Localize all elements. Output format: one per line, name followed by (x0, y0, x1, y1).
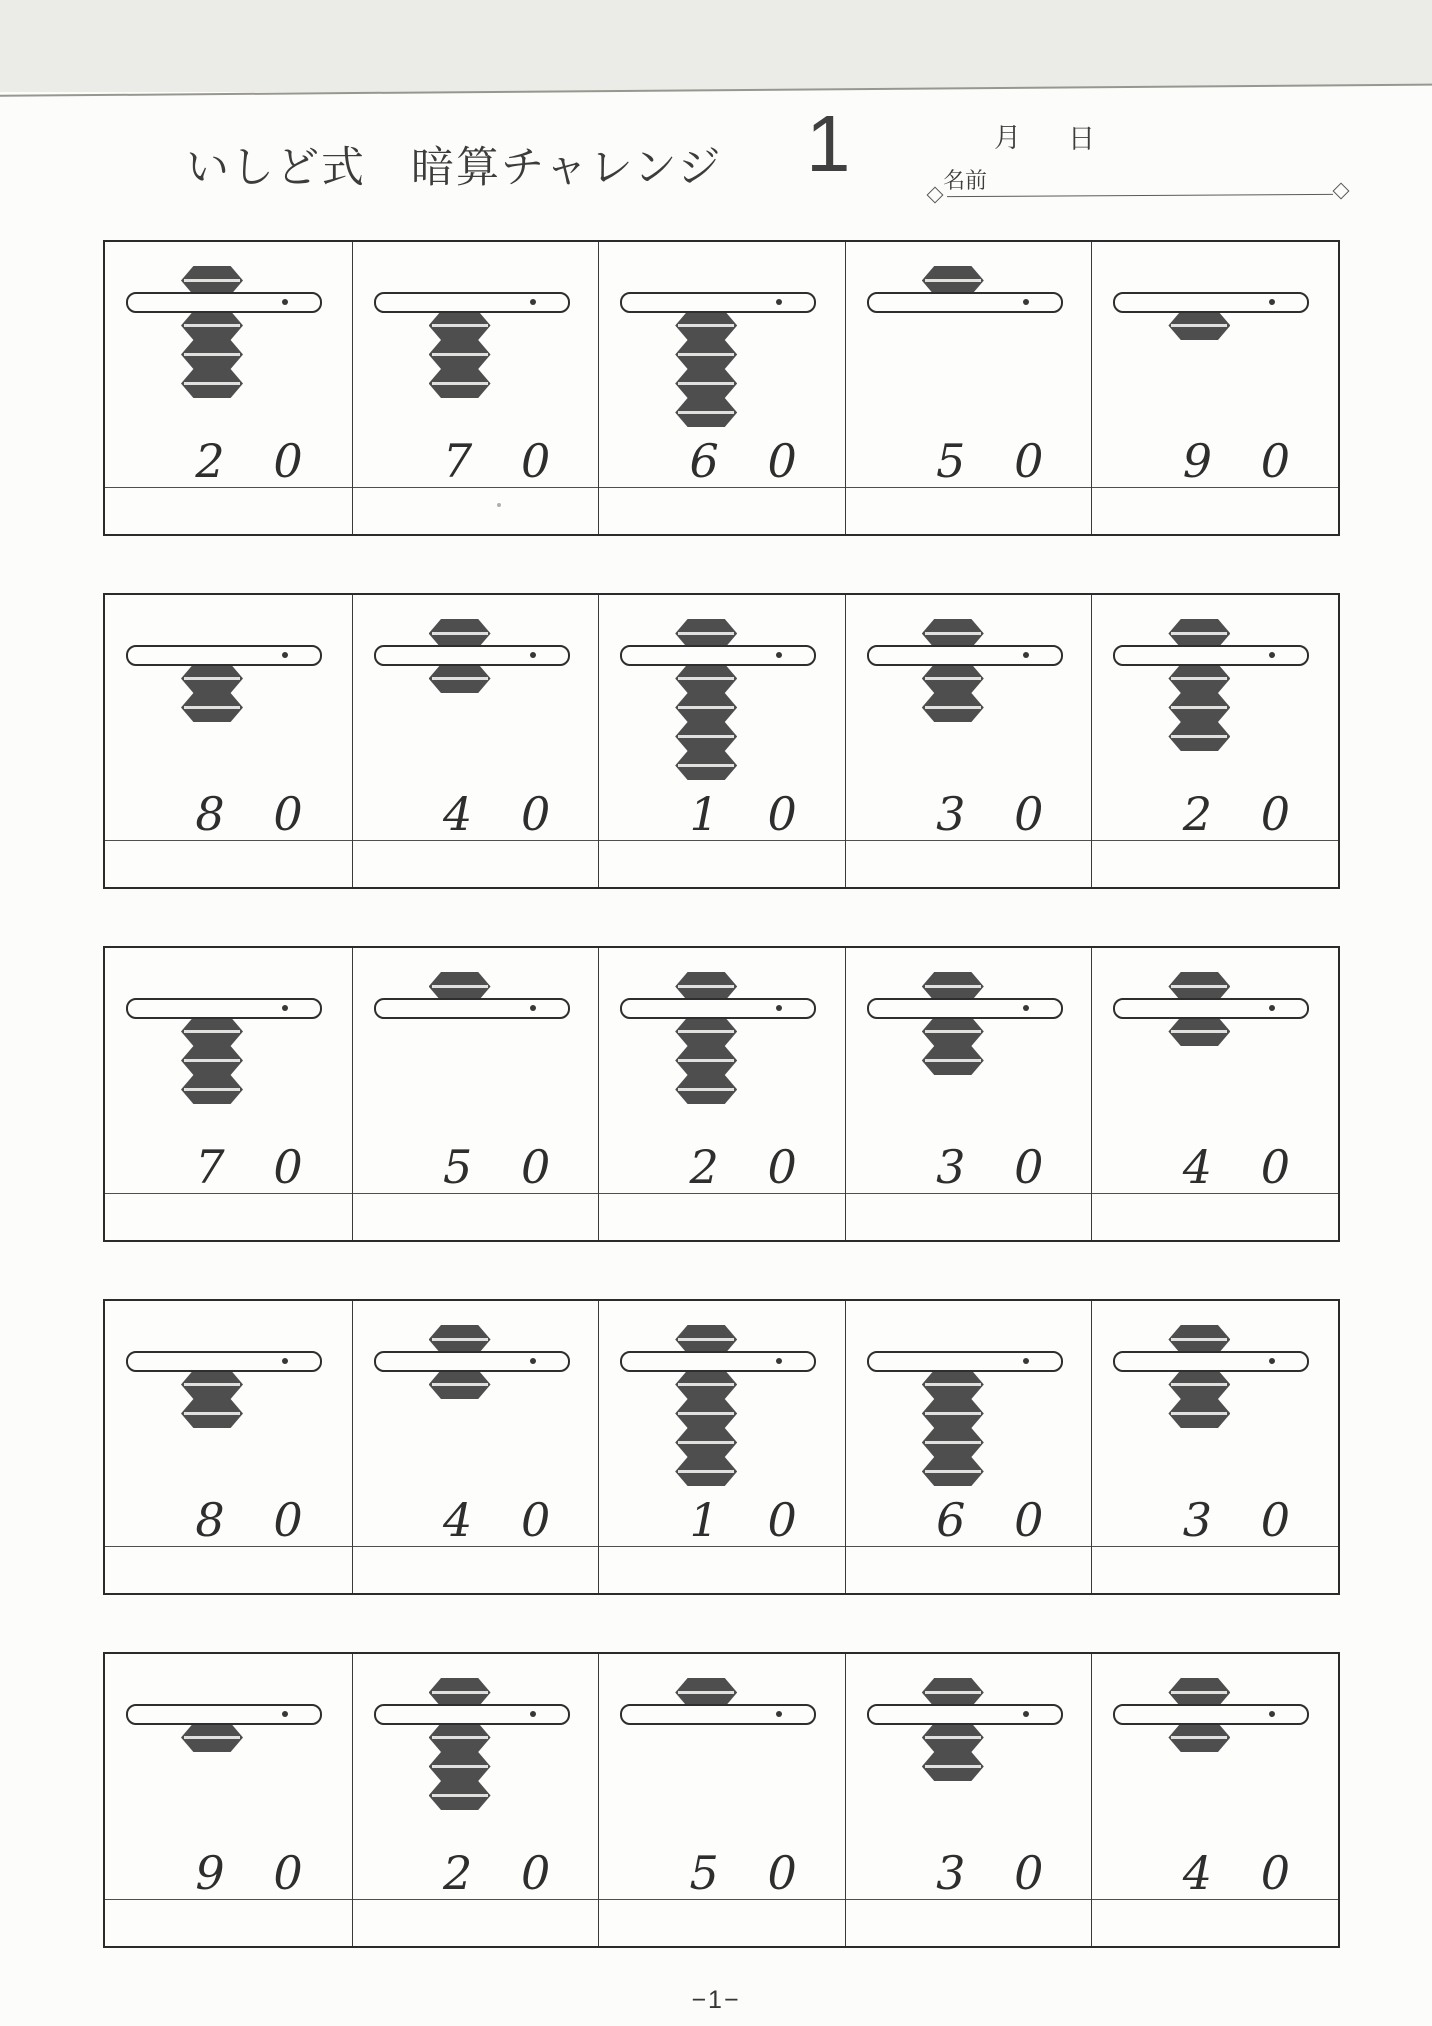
answer-divider (846, 1546, 1092, 1547)
answer-box (105, 842, 352, 887)
abacus-beam (1113, 1351, 1309, 1372)
earth-bead (181, 311, 243, 340)
unit-rod-dot (1269, 1005, 1275, 1011)
problem-number-tens: 9 (1182, 434, 1213, 488)
problem-cell (105, 948, 352, 1240)
unit-rod-dot (530, 1358, 536, 1364)
abacus-beam (867, 1704, 1063, 1725)
problem-number-ones: 0 (767, 1493, 797, 1547)
answer-divider (353, 1193, 599, 1194)
earth-bead (181, 369, 243, 398)
unit-rod-dot (776, 299, 782, 305)
problem-row-2 (103, 593, 1340, 889)
heaven-bead (1168, 1325, 1230, 1354)
heaven-bead (675, 1678, 737, 1707)
unit-rod-dot (1023, 652, 1029, 658)
heaven-bead (922, 619, 984, 648)
problem-number-tens: 3 (936, 787, 966, 841)
problem-cell (1091, 1654, 1338, 1946)
unit-rod-dot (1269, 1711, 1275, 1717)
abacus-beam (1113, 998, 1309, 1019)
answer-box (599, 1548, 845, 1593)
answer-box (599, 842, 845, 887)
problem-number-ones: 0 (767, 1140, 797, 1194)
answer-box (105, 1548, 352, 1593)
answer-divider (599, 487, 845, 488)
page-number: −1− (691, 1986, 741, 2014)
problem-cell (598, 1301, 845, 1593)
heaven-bead (429, 1678, 491, 1707)
answer-divider (1092, 487, 1338, 488)
heaven-bead (1168, 1678, 1230, 1707)
answer-divider (105, 1899, 352, 1900)
answer-box (105, 1195, 352, 1240)
abacus-beam (867, 292, 1063, 313)
earth-bead (181, 1723, 243, 1752)
earth-bead (429, 1781, 491, 1810)
answer-divider (353, 487, 599, 488)
problem-cell (598, 948, 845, 1240)
heaven-bead (675, 972, 737, 1001)
problem-number-ones: 0 (273, 787, 303, 841)
problem-number-ones: 0 (273, 434, 303, 488)
problem-number-tens: 4 (442, 1493, 473, 1547)
problem-cell (105, 242, 352, 534)
unit-rod-dot (1023, 1711, 1029, 1717)
earth-bead (1168, 722, 1230, 751)
earth-bead (1168, 1370, 1230, 1399)
problem-number-tens: 9 (195, 1846, 225, 1900)
earth-bead (181, 1017, 243, 1046)
unit-rod-dot (530, 652, 536, 658)
answer-box (599, 489, 845, 534)
problem-cell (105, 1654, 352, 1946)
problem-number-tens: 1 (689, 787, 719, 841)
earth-bead (181, 1399, 243, 1428)
answer-box (846, 1548, 1092, 1593)
problem-cell (352, 1301, 599, 1593)
problem-number-ones: 0 (1014, 1846, 1044, 1900)
unit-rod-dot (282, 1711, 288, 1717)
heaven-bead (181, 266, 243, 295)
problem-number (599, 436, 845, 486)
problem-cell (1091, 595, 1338, 887)
earth-bead (922, 1752, 984, 1781)
earth-bead (429, 1370, 491, 1399)
problem-number-tens: 3 (1182, 1493, 1213, 1547)
problem-number (599, 1848, 845, 1898)
problem-cell (105, 595, 352, 887)
abacus-beam (620, 645, 816, 666)
earth-bead (675, 1399, 737, 1428)
earth-bead (922, 1723, 984, 1752)
problem-number-tens: 4 (1182, 1846, 1213, 1900)
abacus-beam (867, 998, 1063, 1019)
heaven-bead (429, 1325, 491, 1354)
answer-divider (353, 1899, 599, 1900)
unit-rod-dot (1023, 299, 1029, 305)
problem-number (846, 789, 1092, 839)
unit-rod-dot (776, 652, 782, 658)
problem-row-3 (103, 946, 1340, 1242)
problem-cell (845, 1654, 1092, 1946)
problem-cell (1091, 1301, 1338, 1593)
unit-rod-dot (282, 1358, 288, 1364)
answer-box (1092, 1195, 1338, 1240)
answer-divider (599, 1899, 845, 1900)
problem-number (846, 436, 1092, 486)
abacus-beam (374, 292, 570, 313)
problem-cell (598, 1654, 845, 1946)
answer-divider (599, 1193, 845, 1194)
problem-number-ones: 0 (273, 1493, 303, 1547)
earth-bead (429, 1752, 491, 1781)
problem-number (846, 1495, 1092, 1545)
answer-box (1092, 1901, 1338, 1946)
problem-cell (598, 595, 845, 887)
answer-box (1092, 842, 1338, 887)
problem-number (599, 1495, 845, 1545)
earth-bead (1168, 1399, 1230, 1428)
unit-rod-dot (776, 1358, 782, 1364)
earth-bead (675, 1017, 737, 1046)
problem-number-tens: 4 (1182, 1140, 1213, 1194)
earth-bead (922, 1428, 984, 1457)
problem-number-ones: 0 (520, 434, 551, 488)
problem-number-ones: 0 (1014, 1493, 1044, 1547)
earth-bead (429, 664, 491, 693)
answer-box (105, 1901, 352, 1946)
earth-bead (675, 1457, 737, 1486)
abacus-beam (620, 1351, 816, 1372)
unit-rod-dot (1023, 1358, 1029, 1364)
earth-bead (181, 340, 243, 369)
abacus-beam (126, 645, 322, 666)
earth-bead (1168, 311, 1230, 340)
problem-number-ones: 0 (1260, 1846, 1291, 1900)
problem-number (105, 789, 352, 839)
answer-box (353, 1901, 599, 1946)
problem-cell (1091, 948, 1338, 1240)
problem-cell (352, 595, 599, 887)
problem-number-ones: 0 (767, 434, 797, 488)
scan-top-band (0, 0, 1432, 92)
answer-divider (1092, 840, 1338, 841)
problem-number-tens: 7 (442, 434, 473, 488)
problem-cell (352, 242, 599, 534)
answer-divider (599, 840, 845, 841)
earth-bead (675, 664, 737, 693)
problem-number-tens: 6 (689, 434, 719, 488)
unit-rod-dot (1269, 1358, 1275, 1364)
earth-bead (1168, 693, 1230, 722)
problem-number (1092, 789, 1338, 839)
unit-rod-dot (282, 299, 288, 305)
abacus-beam (1113, 292, 1309, 313)
answer-divider (599, 1546, 845, 1547)
earth-bead (675, 340, 737, 369)
abacus-beam (620, 998, 816, 1019)
unit-rod-dot (776, 1005, 782, 1011)
unit-rod-dot (282, 1005, 288, 1011)
abacus-beam (1113, 645, 1309, 666)
problem-row-4 (103, 1299, 1340, 1595)
problem-cell (845, 1301, 1092, 1593)
earth-bead (675, 1370, 737, 1399)
heaven-bead (1168, 619, 1230, 648)
problem-number (353, 436, 599, 486)
answer-box (846, 1901, 1092, 1946)
unit-rod-dot (530, 1005, 536, 1011)
heaven-bead (922, 972, 984, 1001)
worksheet-title: いしど式 暗算チャレンジ (186, 144, 723, 192)
problem-number-ones: 0 (273, 1846, 303, 1900)
answer-box (353, 489, 599, 534)
problem-number-tens: 3 (936, 1140, 966, 1194)
problem-cell (352, 948, 599, 1240)
unit-rod-dot (530, 1711, 536, 1717)
abacus-beam (374, 645, 570, 666)
answer-box (105, 489, 352, 534)
problem-number-ones: 0 (1260, 434, 1291, 488)
problem-number-tens: 8 (195, 787, 225, 841)
earth-bead (922, 664, 984, 693)
earth-bead (675, 1428, 737, 1457)
problem-number (599, 789, 845, 839)
problem-number-ones: 0 (520, 1493, 551, 1547)
earth-bead (181, 693, 243, 722)
unit-rod-dot (1269, 299, 1275, 305)
problem-number-ones: 0 (767, 787, 797, 841)
answer-box (1092, 489, 1338, 534)
problem-number (353, 1848, 599, 1898)
answer-divider (846, 1193, 1092, 1194)
earth-bead (675, 722, 737, 751)
abacus-beam (374, 1351, 570, 1372)
problem-number-tens: 8 (195, 1493, 225, 1547)
problem-number (1092, 1495, 1338, 1545)
problem-number-tens: 2 (689, 1140, 719, 1194)
problem-number (599, 1142, 845, 1192)
heaven-bead (675, 1325, 737, 1354)
problem-number (1092, 436, 1338, 486)
earth-bead (181, 664, 243, 693)
problem-number-tens: 7 (195, 1140, 225, 1194)
heaven-bead (922, 1678, 984, 1707)
scan-speck (497, 503, 501, 507)
problem-number (105, 436, 352, 486)
problem-number (353, 1495, 599, 1545)
heaven-bead (922, 266, 984, 295)
problem-number (105, 1142, 352, 1192)
answer-box (353, 842, 599, 887)
earth-bead (675, 693, 737, 722)
earth-bead (181, 1370, 243, 1399)
answer-divider (353, 1546, 599, 1547)
earth-bead (675, 1046, 737, 1075)
volume-number: 1 (806, 99, 851, 188)
problem-number-tens: 2 (442, 1846, 473, 1900)
problem-row-5 (103, 1652, 1340, 1948)
problem-cell (598, 242, 845, 534)
problem-number-ones: 0 (520, 787, 551, 841)
abacus-beam (620, 292, 816, 313)
unit-rod-dot (282, 652, 288, 658)
earth-bead (429, 369, 491, 398)
unit-rod-dot (1269, 652, 1275, 658)
earth-bead (429, 340, 491, 369)
problem-number-tens: 2 (1182, 787, 1213, 841)
abacus-beam (1113, 1704, 1309, 1725)
problem-number-ones: 0 (273, 1140, 303, 1194)
answer-divider (1092, 1546, 1338, 1547)
problem-number-ones: 0 (520, 1846, 551, 1900)
problem-row-1 (103, 240, 1340, 536)
earth-bead (922, 1370, 984, 1399)
abacus-beam (374, 998, 570, 1019)
earth-bead (922, 1017, 984, 1046)
unit-rod-dot (530, 299, 536, 305)
answer-box (599, 1901, 845, 1946)
earth-bead (1168, 664, 1230, 693)
problem-number (353, 789, 599, 839)
answer-divider (846, 487, 1092, 488)
problem-cell (105, 1301, 352, 1593)
answer-divider (1092, 1193, 1338, 1194)
answer-box (1092, 1548, 1338, 1593)
problem-number-ones: 0 (1260, 1493, 1291, 1547)
problem-number (846, 1142, 1092, 1192)
answer-box (599, 1195, 845, 1240)
abacus-beam (374, 1704, 570, 1725)
problem-number-tens: 2 (195, 434, 225, 488)
day-label: 日 (1068, 124, 1095, 154)
problem-number (1092, 1848, 1338, 1898)
answer-divider (105, 840, 352, 841)
earth-bead (675, 1075, 737, 1104)
abacus-beam (620, 1704, 816, 1725)
problem-number-ones: 0 (1014, 434, 1044, 488)
earth-bead (675, 398, 737, 427)
month-label: 月 (994, 123, 1021, 153)
problem-number-tens: 1 (689, 1493, 719, 1547)
earth-bead (922, 1046, 984, 1075)
earth-bead (1168, 1017, 1230, 1046)
answer-divider (105, 1546, 352, 1547)
problem-cell (845, 595, 1092, 887)
earth-bead (675, 369, 737, 398)
abacus-beam (126, 1351, 322, 1372)
problem-number-tens: 5 (936, 434, 966, 488)
answer-box (353, 1548, 599, 1593)
problem-number (105, 1495, 352, 1545)
problem-number-ones: 0 (1014, 787, 1044, 841)
unit-rod-dot (776, 1711, 782, 1717)
problem-number-tens: 4 (442, 787, 473, 841)
abacus-beam (126, 1704, 322, 1725)
answer-box (353, 1195, 599, 1240)
problem-cell (352, 1654, 599, 1946)
problem-number-tens: 5 (689, 1846, 719, 1900)
answer-divider (1092, 1899, 1338, 1900)
problem-number-tens: 6 (936, 1493, 966, 1547)
problem-number-ones: 0 (1014, 1140, 1044, 1194)
heaven-bead (675, 619, 737, 648)
earth-bead (429, 1723, 491, 1752)
unit-rod-dot (1023, 1005, 1029, 1011)
earth-bead (675, 311, 737, 340)
earth-bead (922, 693, 984, 722)
abacus-beam (867, 645, 1063, 666)
problem-number-tens: 3 (936, 1846, 966, 1900)
answer-box (846, 842, 1092, 887)
earth-bead (1168, 1723, 1230, 1752)
problem-cell (1091, 242, 1338, 534)
earth-bead (922, 1457, 984, 1486)
heaven-bead (429, 619, 491, 648)
heaven-bead (429, 972, 491, 1001)
problem-cell (845, 948, 1092, 1240)
name-label: 名前 (943, 168, 988, 193)
problem-number (846, 1848, 1092, 1898)
answer-divider (353, 840, 599, 841)
answer-divider (105, 1193, 352, 1194)
problem-number-ones: 0 (767, 1846, 797, 1900)
answer-box (846, 1195, 1092, 1240)
earth-bead (675, 751, 737, 780)
earth-bead (922, 1399, 984, 1428)
problem-number (105, 1848, 352, 1898)
answer-divider (846, 840, 1092, 841)
earth-bead (181, 1075, 243, 1104)
abacus-beam (126, 292, 322, 313)
problem-number (1092, 1142, 1338, 1192)
answer-divider (105, 487, 352, 488)
problem-number-tens: 5 (442, 1140, 473, 1194)
problem-cell (845, 242, 1092, 534)
problem-number (353, 1142, 599, 1192)
answer-box (846, 489, 1092, 534)
heaven-bead (1168, 972, 1230, 1001)
earth-bead (429, 311, 491, 340)
earth-bead (181, 1046, 243, 1075)
answer-divider (846, 1899, 1092, 1900)
abacus-beam (867, 1351, 1063, 1372)
problem-number-ones: 0 (1260, 787, 1291, 841)
problem-number-ones: 0 (1260, 1140, 1291, 1194)
abacus-beam (126, 998, 322, 1019)
problem-number-ones: 0 (520, 1140, 551, 1194)
